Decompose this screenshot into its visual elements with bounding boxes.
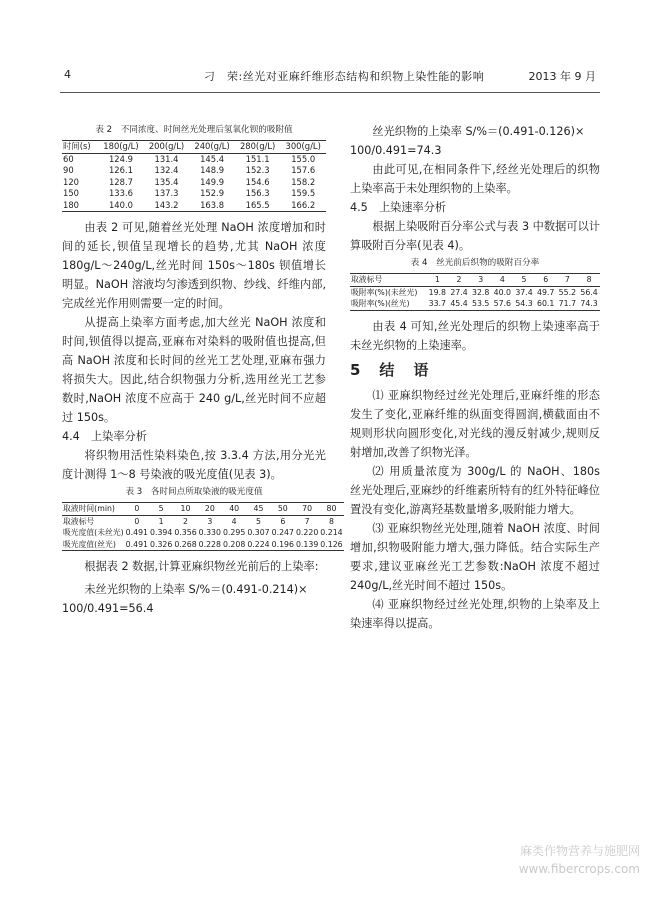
- table4-unmercerized-row: [350, 286, 600, 298]
- table-cell: 0.268: [174, 539, 197, 549]
- table3: [62, 502, 344, 551]
- table-cell: 145.4: [200, 153, 225, 164]
- table-cell: 0: [125, 503, 149, 516]
- table-cell: 71.7: [558, 299, 577, 308]
- table-cell: 163.8: [200, 199, 225, 210]
- table-cell: 0.491: [125, 539, 148, 549]
- table-cell: 180: [63, 199, 79, 210]
- table-row: [62, 200, 326, 212]
- table-cell: 0.126: [320, 539, 343, 549]
- table-cell: 131.4: [154, 153, 179, 164]
- table-cell: 0.139: [295, 539, 319, 549]
- header-rule: [60, 92, 600, 93]
- table-cell: 1: [427, 274, 449, 287]
- table-cell: 1: [158, 516, 164, 526]
- table-cell: 70: [295, 503, 319, 516]
- table-cell: 152.9: [200, 188, 225, 198]
- paragraph: 根据上染吸附百分率公式与表 3 中数据可以计算吸附百分率(见表 4)。: [350, 220, 600, 252]
- conclusion-item: ⑴ 亚麻织物经过丝光处理后,亚麻纤维的形态发生了变化,亚麻纤维的纵面变得圆润,横截面由不规则形状向圆形变化,对光线的漫反射减少,规则反射增加,改善了织物光泽。: [350, 388, 600, 459]
- table-cell: 8: [328, 516, 334, 526]
- table-cell: 40.0: [493, 287, 512, 297]
- table2-caption: 表 2 不同浓度、时间丝光处理后氢氧化钡的吸附值: [95, 125, 293, 135]
- paragraph: 由表 2 可见,随着丝光处理 NaOH 浓度增加和时间的延长,钡值呈现增长的趋势,尤其 NaOH 浓度 180g/L～240g/L,丝光时间 150s～180s 钡值增长明显。NaOH 溶液均匀渗透到织物、纱线、纤维内部,完成丝光作用则需要一定的时间。: [62, 221, 326, 310]
- table-cell: 取液时间(min): [62, 503, 125, 516]
- table-cell: 0.356: [174, 528, 197, 537]
- table-cell: 54.3: [515, 299, 533, 308]
- table-cell: 8: [578, 274, 600, 287]
- table-cell: 2: [183, 516, 188, 526]
- watermark-url: www.fibercrops.com: [518, 862, 640, 876]
- table-cell: 149.9: [200, 176, 225, 187]
- table-cell: 180(g/L): [98, 141, 144, 154]
- conclusion-item: ⑵ 用质量浓度为 300g/L 的 NaOH、180s 丝光处理后,亚麻纱的纤维素所特有的红外特征峰位置没有变化,游离羟基数量增多,吸附能力增大。: [350, 464, 600, 516]
- watermark: [519, 842, 640, 878]
- table-cell: 0.214: [320, 528, 343, 537]
- table-cell: 137.3: [154, 188, 179, 198]
- table-cell: 143.2: [154, 199, 179, 210]
- table-cell: 20: [198, 503, 222, 516]
- table2: [62, 140, 326, 212]
- table-cell: 50: [271, 503, 295, 516]
- table2-body: [62, 153, 326, 212]
- formula-unmercerized: 未丝光织物的上染率 S/%＝(0.491-0.214)×: [84, 583, 308, 596]
- table-cell: 2: [448, 274, 470, 287]
- table-cell: 155.0: [291, 153, 316, 164]
- table-row: [62, 177, 326, 189]
- page-number: 4: [64, 68, 71, 81]
- table4-mercerized-row: [350, 298, 600, 310]
- table-row: [62, 165, 326, 177]
- table-cell: 0.326: [150, 539, 173, 549]
- table-cell: 60: [63, 153, 74, 164]
- table-cell: 3: [470, 274, 492, 287]
- table-cell: 165.5: [245, 199, 270, 210]
- running-title: 刁 荣:丝光对亚麻纤维形态结构和织物上染性能的影响: [204, 70, 485, 83]
- table-cell: 166.2: [291, 199, 316, 210]
- table-cell: 33.7: [428, 299, 447, 308]
- table-cell: 吸附率(%)(丝光): [351, 299, 410, 308]
- table-cell: 57.6: [493, 299, 512, 308]
- table3-time-row: [62, 503, 344, 516]
- table-cell: 32.8: [471, 287, 490, 297]
- table-cell: 120: [63, 176, 79, 187]
- table-cell: 3: [207, 516, 213, 526]
- conclusion-item: ⑶ 亚麻织物丝光处理,随着 NaOH 浓度、时间增加,织物吸附能力增大,强力降低。结合实际生产要求,建议亚麻丝光工艺参数:NaOH 浓度不超过240g/L,丝光时间不超过 150s。: [350, 521, 600, 592]
- table3-mercerized-row: [62, 539, 344, 551]
- section-heading-4-4: 4.4 上染率分析: [62, 430, 147, 443]
- table-cell: 56.4: [580, 287, 598, 297]
- table-cell: 90: [63, 165, 74, 175]
- table-cell: 0.307: [247, 528, 270, 537]
- table-cell: 132.4: [154, 165, 179, 175]
- table4-caption: 表 4 丝光前后织物的吸附百分率: [410, 258, 540, 268]
- table-cell: 5: [513, 274, 535, 287]
- table-cell: 140.0: [108, 199, 133, 210]
- table-cell: 19.8: [428, 287, 447, 297]
- table-cell: 60.1: [537, 299, 555, 308]
- table-cell: 0.208: [222, 539, 246, 549]
- table-cell: 27.4: [450, 287, 468, 297]
- formula-mercerized: 丝光织物的上染率 S/%＝(0.491-0.126)×: [372, 125, 585, 138]
- table-cell: 128.7: [108, 176, 133, 187]
- section-heading-4-5: 4.5 上染速率分析: [350, 201, 447, 214]
- table-cell: 53.5: [471, 299, 490, 308]
- table-cell: 124.9: [108, 153, 133, 164]
- running-header: [64, 66, 596, 84]
- table-cell: 0.330: [198, 528, 221, 537]
- table2-header-row: [62, 141, 326, 154]
- table-cell: 152.3: [245, 165, 270, 175]
- table-cell: 6: [535, 274, 557, 287]
- table-cell: 150: [63, 188, 79, 198]
- table-row: [62, 153, 326, 165]
- table-cell: 151.1: [245, 153, 270, 164]
- table-cell: 80: [319, 503, 343, 516]
- table-cell: 156.3: [245, 188, 270, 198]
- formula-unmercerized-cont: 100/0.491=56.4: [62, 602, 154, 615]
- table-cell: 0.394: [150, 528, 173, 537]
- table-cell: 126.1: [108, 165, 133, 175]
- table-cell: 5: [255, 516, 261, 526]
- table-cell: 158.2: [291, 176, 316, 187]
- table-cell: 取液标号: [350, 274, 427, 287]
- table-cell: 45.4: [450, 299, 468, 308]
- watermark-site-name: 麻类作物营养与施肥网: [519, 844, 640, 858]
- table-cell: 157.6: [291, 165, 316, 175]
- table-cell: 7: [557, 274, 579, 287]
- table-cell: 0.224: [247, 539, 270, 549]
- table-cell: 0.491: [125, 528, 148, 537]
- table-cell: 0: [134, 516, 140, 526]
- table-cell: 55.2: [558, 287, 577, 297]
- table-cell: 148.9: [200, 165, 225, 175]
- table-cell: 74.3: [580, 299, 598, 308]
- issue-date: 2013 年 9 月: [528, 70, 596, 83]
- table-cell: 6: [280, 516, 286, 526]
- table-cell: 0.247: [271, 528, 294, 537]
- table-cell: 40: [222, 503, 246, 516]
- table-cell: 4: [231, 516, 237, 526]
- paragraph: 由表 4 可知,丝光处理后的织物上染速率高于未丝光织物的上染速率。: [350, 319, 600, 352]
- table3-no-row: [62, 515, 344, 527]
- paragraph: 由此可见,在相同条件下,经丝光处理后的织物上染率高于未处理织物的上染率。: [350, 163, 600, 195]
- table-cell: 45: [246, 503, 270, 516]
- table-row: [62, 188, 326, 200]
- conclusion-item: ⑷ 亚麻织物经过丝光处理,织物的上染率及上染速率得以提高。: [350, 597, 600, 630]
- table-cell: 时间(s): [62, 141, 98, 154]
- section-heading-5: 5 结 语: [350, 360, 431, 379]
- paragraph: 根据表 2 数据,计算亚麻织物丝光前后的上染率:: [84, 560, 319, 573]
- table3-unmercerized-row: [62, 527, 344, 539]
- table-cell: 154.6: [245, 176, 270, 187]
- table-cell: 37.4: [515, 287, 533, 297]
- formula-mercerized-cont: 100/0.491=74.3: [350, 144, 442, 157]
- table4: [350, 273, 600, 311]
- table-cell: 0.196: [271, 539, 294, 549]
- table4-no-row: [350, 274, 600, 287]
- table3-caption: 表 3 各时间点所取染液的吸光度值: [125, 487, 263, 497]
- table-cell: 10: [173, 503, 197, 516]
- table-cell: 300(g/L): [280, 141, 326, 154]
- table-cell: 0.228: [198, 539, 221, 549]
- table-cell: 280(g/L): [235, 141, 281, 154]
- table-cell: 135.4: [154, 176, 179, 187]
- table-cell: 49.7: [537, 287, 555, 297]
- table-cell: 0.220: [295, 528, 319, 537]
- table-cell: 7: [304, 516, 310, 526]
- paragraph: 将织物用活性染料染色,按 3.3.4 方法,用分光光度计测得 1～8 号染液的吸光度值(见表 3)。: [62, 449, 326, 481]
- table-cell: 200(g/L): [144, 141, 190, 154]
- table-cell: 吸附率(%)(未丝光): [351, 287, 418, 297]
- table-cell: 0.295: [222, 528, 246, 537]
- table-cell: 5: [149, 503, 173, 516]
- table-cell: 吸光度值(丝光): [63, 539, 116, 549]
- right-column: [350, 122, 600, 633]
- left-column: [62, 122, 343, 618]
- table-cell: 133.6: [108, 188, 133, 198]
- table-cell: 240(g/L): [189, 141, 235, 154]
- table-cell: 取液标号: [63, 516, 95, 526]
- table-cell: 4: [492, 274, 514, 287]
- table-cell: 159.5: [291, 188, 316, 198]
- table-cell: 吸光度值(未丝光): [63, 528, 124, 537]
- paragraph: 从提高上染率方面考虑,加大丝光 NaOH 浓度和时间,钡值得以提高,亚麻布对染料的吸附值也提高,但高 NaOH 浓度和长时间的丝光工艺处理,亚麻布强力将损失大。因此,结合织物强力分析,选用丝光工艺参数时,NaOH 浓度不应高于 240 g/L,丝光时间不应超过 150s。: [62, 316, 326, 424]
